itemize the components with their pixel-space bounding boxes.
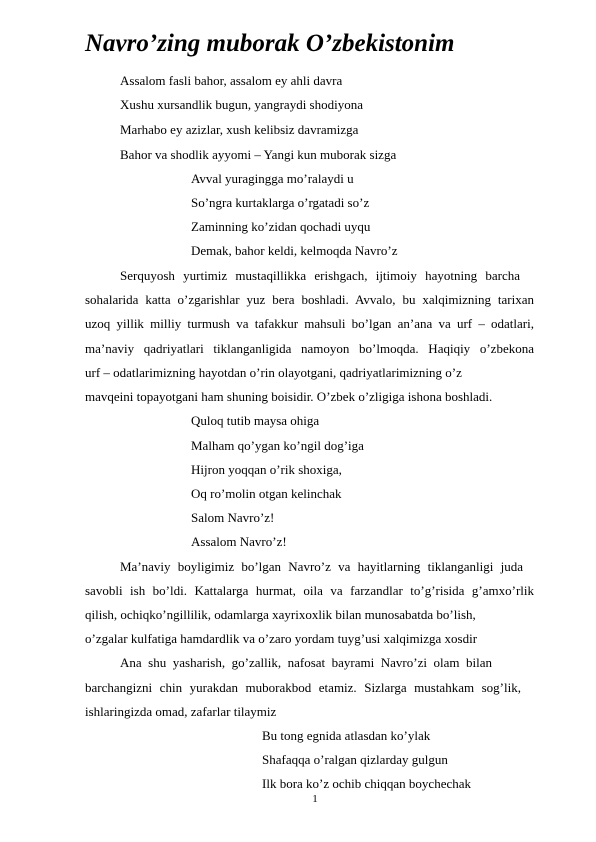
poem-line: Quloq tutib maysa ohiga: [191, 413, 320, 428]
poem-line: Bu tong egnida atlasdan ko’ylak: [262, 728, 431, 743]
poem-line: Ilk bora ko’z ochib chiqqan boychechak: [262, 776, 472, 791]
paragraph-line: Ana shu yasharish, go’zallik, nafosat bayrami Navro’zi olam bilan: [120, 655, 492, 670]
poem-line: Assalom Navro’z!: [191, 534, 287, 549]
paragraph-line: urf – odatlarimizning hayotdan o’rin olayotgani, qadriyatlarimizning o’z: [85, 365, 462, 380]
paragraph-line: barchangizni chin yurakdan muborakbod etamiz. Sizlarga mustahkam sog’lik,: [85, 680, 521, 695]
paragraph-line: sohalarida katta o’zgarishlar yuz bera boshladi. Avvalo, bu xalqimizning tarixan: [85, 292, 534, 307]
paragraph-line: uzoq yillik milliy turmush va tafakkur mahsuli bo’lgan an’ana va urf – odatlari,: [85, 316, 534, 331]
paragraph-line: qilish, ochiqko’ngillilik, odamlarga xayrixoxlik bilan munosabatda bo’lish,: [85, 607, 476, 622]
poem-line: Marhabo ey azizlar, xush kelibsiz davramizga: [120, 122, 359, 137]
paragraph-line: ma’naviy qadriyatlari tiklanganligida namoyon bo’lmoqda. Haqiqiy o’zbekona: [85, 341, 534, 356]
paragraph-line: Serquyosh yurtimiz mustaqillikka erishgach, ijtimoiy hayotning barcha: [120, 268, 520, 283]
paragraph-line: mavqeini topayotgani ham shuning boisidir. O’zbek o’zligiga ishona boshladi.: [85, 389, 493, 404]
poem-line: Malham qo’ygan ko’ngil dog’iga: [191, 438, 364, 453]
paragraph-line: ishlaringizda omad, zafarlar tilaymiz: [85, 704, 277, 719]
paragraph-line: savobli ish bo’ldi. Kattalarga hurmat, oila va farzandlar to’g’risida g’amxo’rlik: [85, 583, 534, 598]
paragraph-line: o’zgalar kulfatiga hamdardlik va o’zaro yordam tuyg’usi xalqimizga xosdir: [85, 631, 478, 646]
poem-line: Shafaqqa o’ralgan qizlarday gulgun: [262, 752, 448, 767]
poem-line: Hijron yoqqan o’rik shoxiga,: [191, 462, 342, 477]
document-title: Navro’zing muborak O’zbekistonim: [85, 30, 455, 57]
poem-line: Avval yuragingga mo’ralaydi u: [191, 171, 354, 186]
poem-line: Oq ro’molin otgan kelinchak: [191, 486, 342, 501]
poem-line: Xushu xursandlik bugun, yangraydi shodiyona: [120, 97, 364, 112]
page-number: 1: [312, 793, 318, 805]
poem-line: Salom Navro’z!: [191, 510, 275, 525]
poem-line: So’ngra kurtaklarga o’rgatadi so’z: [191, 195, 370, 210]
poem-line: Zaminning ko’zidan qochadi uyqu: [191, 219, 371, 234]
poem-line: Demak, bahor keldi, kelmoqda Navro’z: [191, 243, 398, 258]
poem-line: Bahor va shodlik ayyomi – Yangi kun muborak sizga: [120, 147, 397, 162]
paragraph-line: Ma’naviy boyligimiz bo’lgan Navro’z va hayitlarning tiklanganligi juda: [120, 559, 523, 574]
poem-line: Assalom fasli bahor, assalom ey ahli davra: [120, 73, 343, 88]
